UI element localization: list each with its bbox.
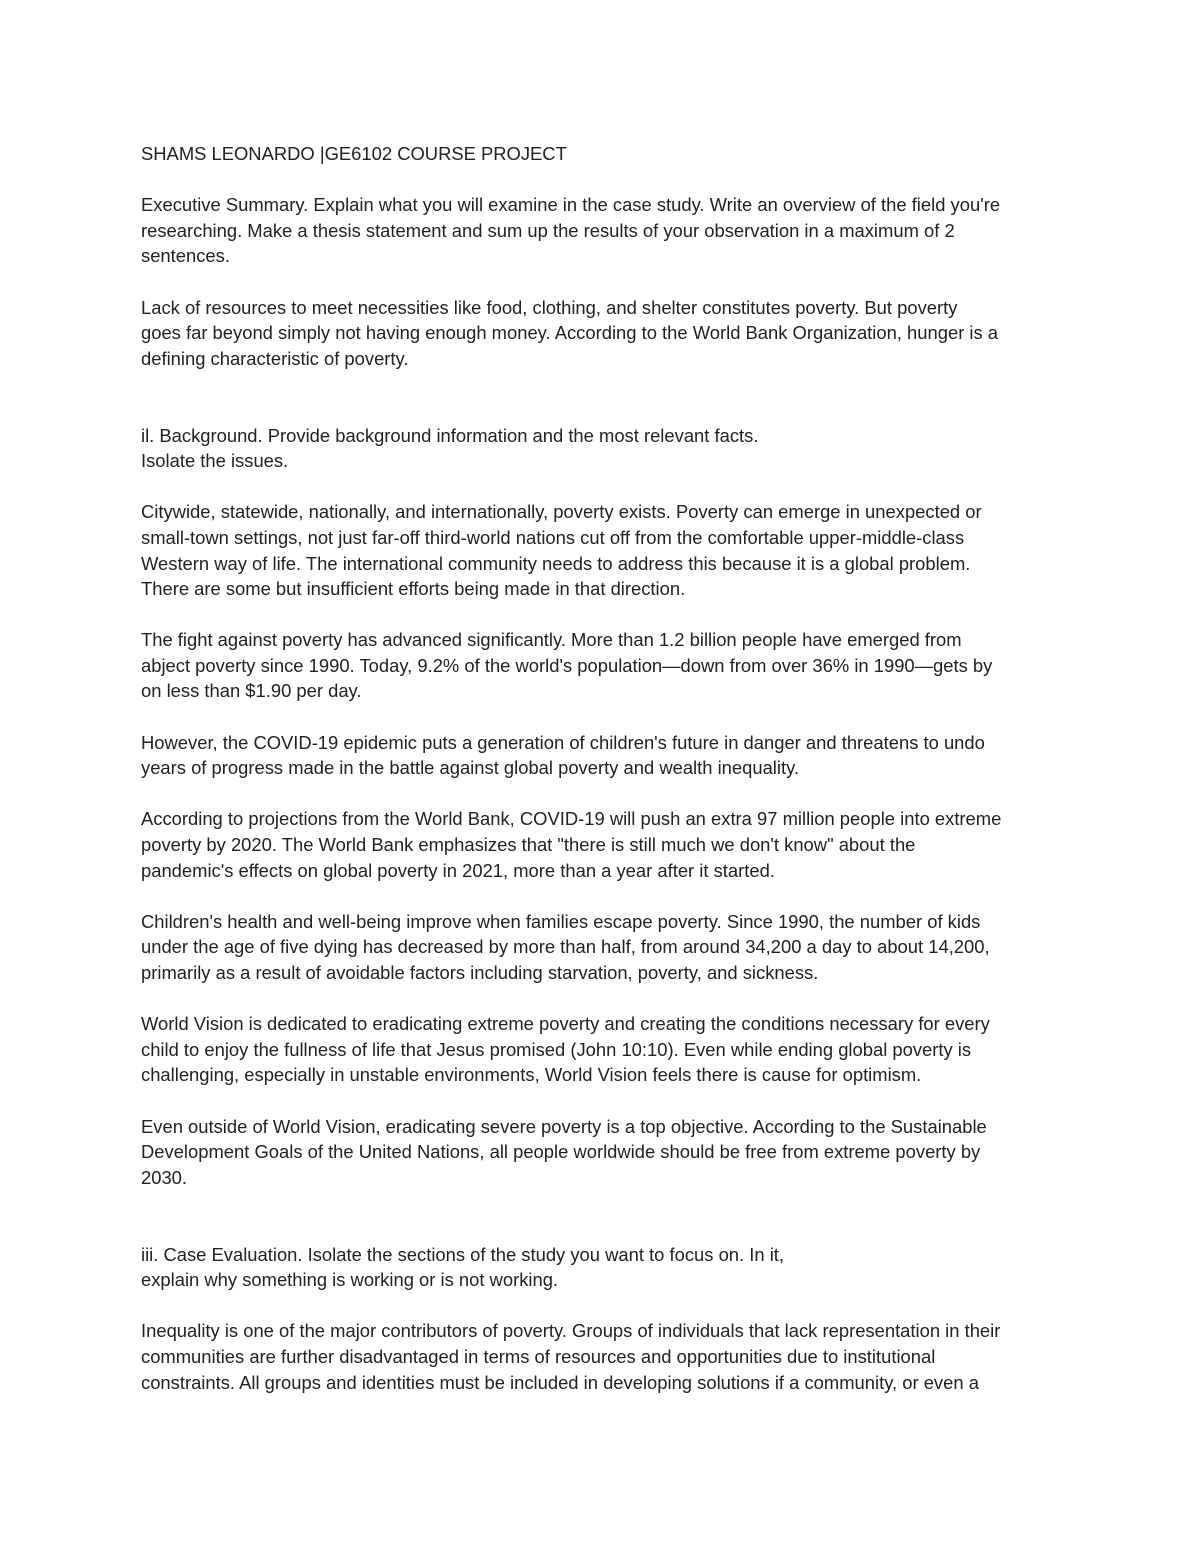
spacer	[141, 602, 1066, 628]
background-paragraph: However, the COVID-19 epidemic puts a generation of children's future in danger and threatens to undo years of progress made in the battle against global poverty and wealth inequality.	[141, 731, 985, 779]
spacer	[141, 1088, 1066, 1114]
case-evaluation-prompt: iii. Case Evaluation. Isolate the sections of the study you want to focus on. In it, explain why something is working or is not working.	[141, 1243, 785, 1291]
case-evaluation-body: Inequality is one of the major contributors of poverty. Groups of individuals that lack representation in their communities are further disadvantaged in terms of resources and opportunities due to institutional constraints. All groups and identities must be included in developing solutions if a community, or even a	[141, 1320, 1001, 1393]
spacer	[141, 167, 1066, 193]
executive-summary-body: Lack of resources to meet necessities like food, clothing, and shelter constitutes poverty. But poverty goes far beyond simply not having enough money. According to the World Bank Organization, hunger is a defining characteristic of poverty.	[141, 296, 999, 369]
spacer	[141, 781, 1066, 807]
spacer	[141, 1190, 1066, 1241]
document-header: SHAMS LEONARDO |GE6102 COURSE PROJECT	[141, 143, 567, 164]
background-paragraph: Even outside of World Vision, eradicating severe poverty is a top objective. According to the Sustainable Development Goals of the United Nations, all people worldwide should be free from extreme poverty by 2030.	[141, 1115, 987, 1188]
spacer	[141, 704, 1066, 730]
spacer	[141, 883, 1066, 909]
background-paragraph: According to projections from the World Bank, COVID-19 will push an extra 97 million people into extreme poverty by 2020. The World Bank emphasizes that "there is still much we don't know" about the pandemic's effects on global poverty in 2021, more than a year after it started.	[141, 808, 1002, 881]
background-paragraph: Citywide, statewide, nationally, and internationally, poverty exists. Poverty can emerge in unexpected or small-town settings, not just far-off third-world nations cut off from the comfortable upper-middle-class Western way of life. The international community needs to address this because it is a global problem. There are some but insufficient efforts being made in that direction.	[141, 501, 982, 600]
background-prompt: il. Background. Provide background information and the most relevant facts. Isolate the issues.	[141, 424, 759, 472]
spacer	[141, 371, 1066, 422]
spacer	[141, 1293, 1066, 1319]
document-body	[141, 141, 1066, 1395]
background-paragraph: Children's health and well-being improve when families escape poverty. Since 1990, the number of kids under the age of five dying has decreased by more than half, from around 34,200 a day to about 14,200, primarily as a result of avoidable factors including starvation, poverty, and sickness.	[141, 910, 990, 983]
spacer	[141, 986, 1066, 1012]
background-paragraph: World Vision is dedicated to eradicating extreme poverty and creating the conditions necessary for every child to enjoy the fullness of life that Jesus promised (John 10:10). Even while ending global poverty is challenging, especially in unstable environments, World Vision feels there is cause for optimism.	[141, 1013, 990, 1086]
spacer	[141, 269, 1066, 295]
spacer	[141, 474, 1066, 500]
executive-summary-prompt: Executive Summary. Explain what you will examine in the case study. Write an overview of the field you're researching. Make a thesis statement and sum up the results of your observation in a maximum of 2 sentences.	[141, 194, 1001, 267]
background-paragraph: The fight against poverty has advanced significantly. More than 1.2 billion people have emerged from abject poverty since 1990. Today, 9.2% of the world's population—down from over 36% in 1990—gets by on less than $1.90 per day.	[141, 629, 993, 702]
